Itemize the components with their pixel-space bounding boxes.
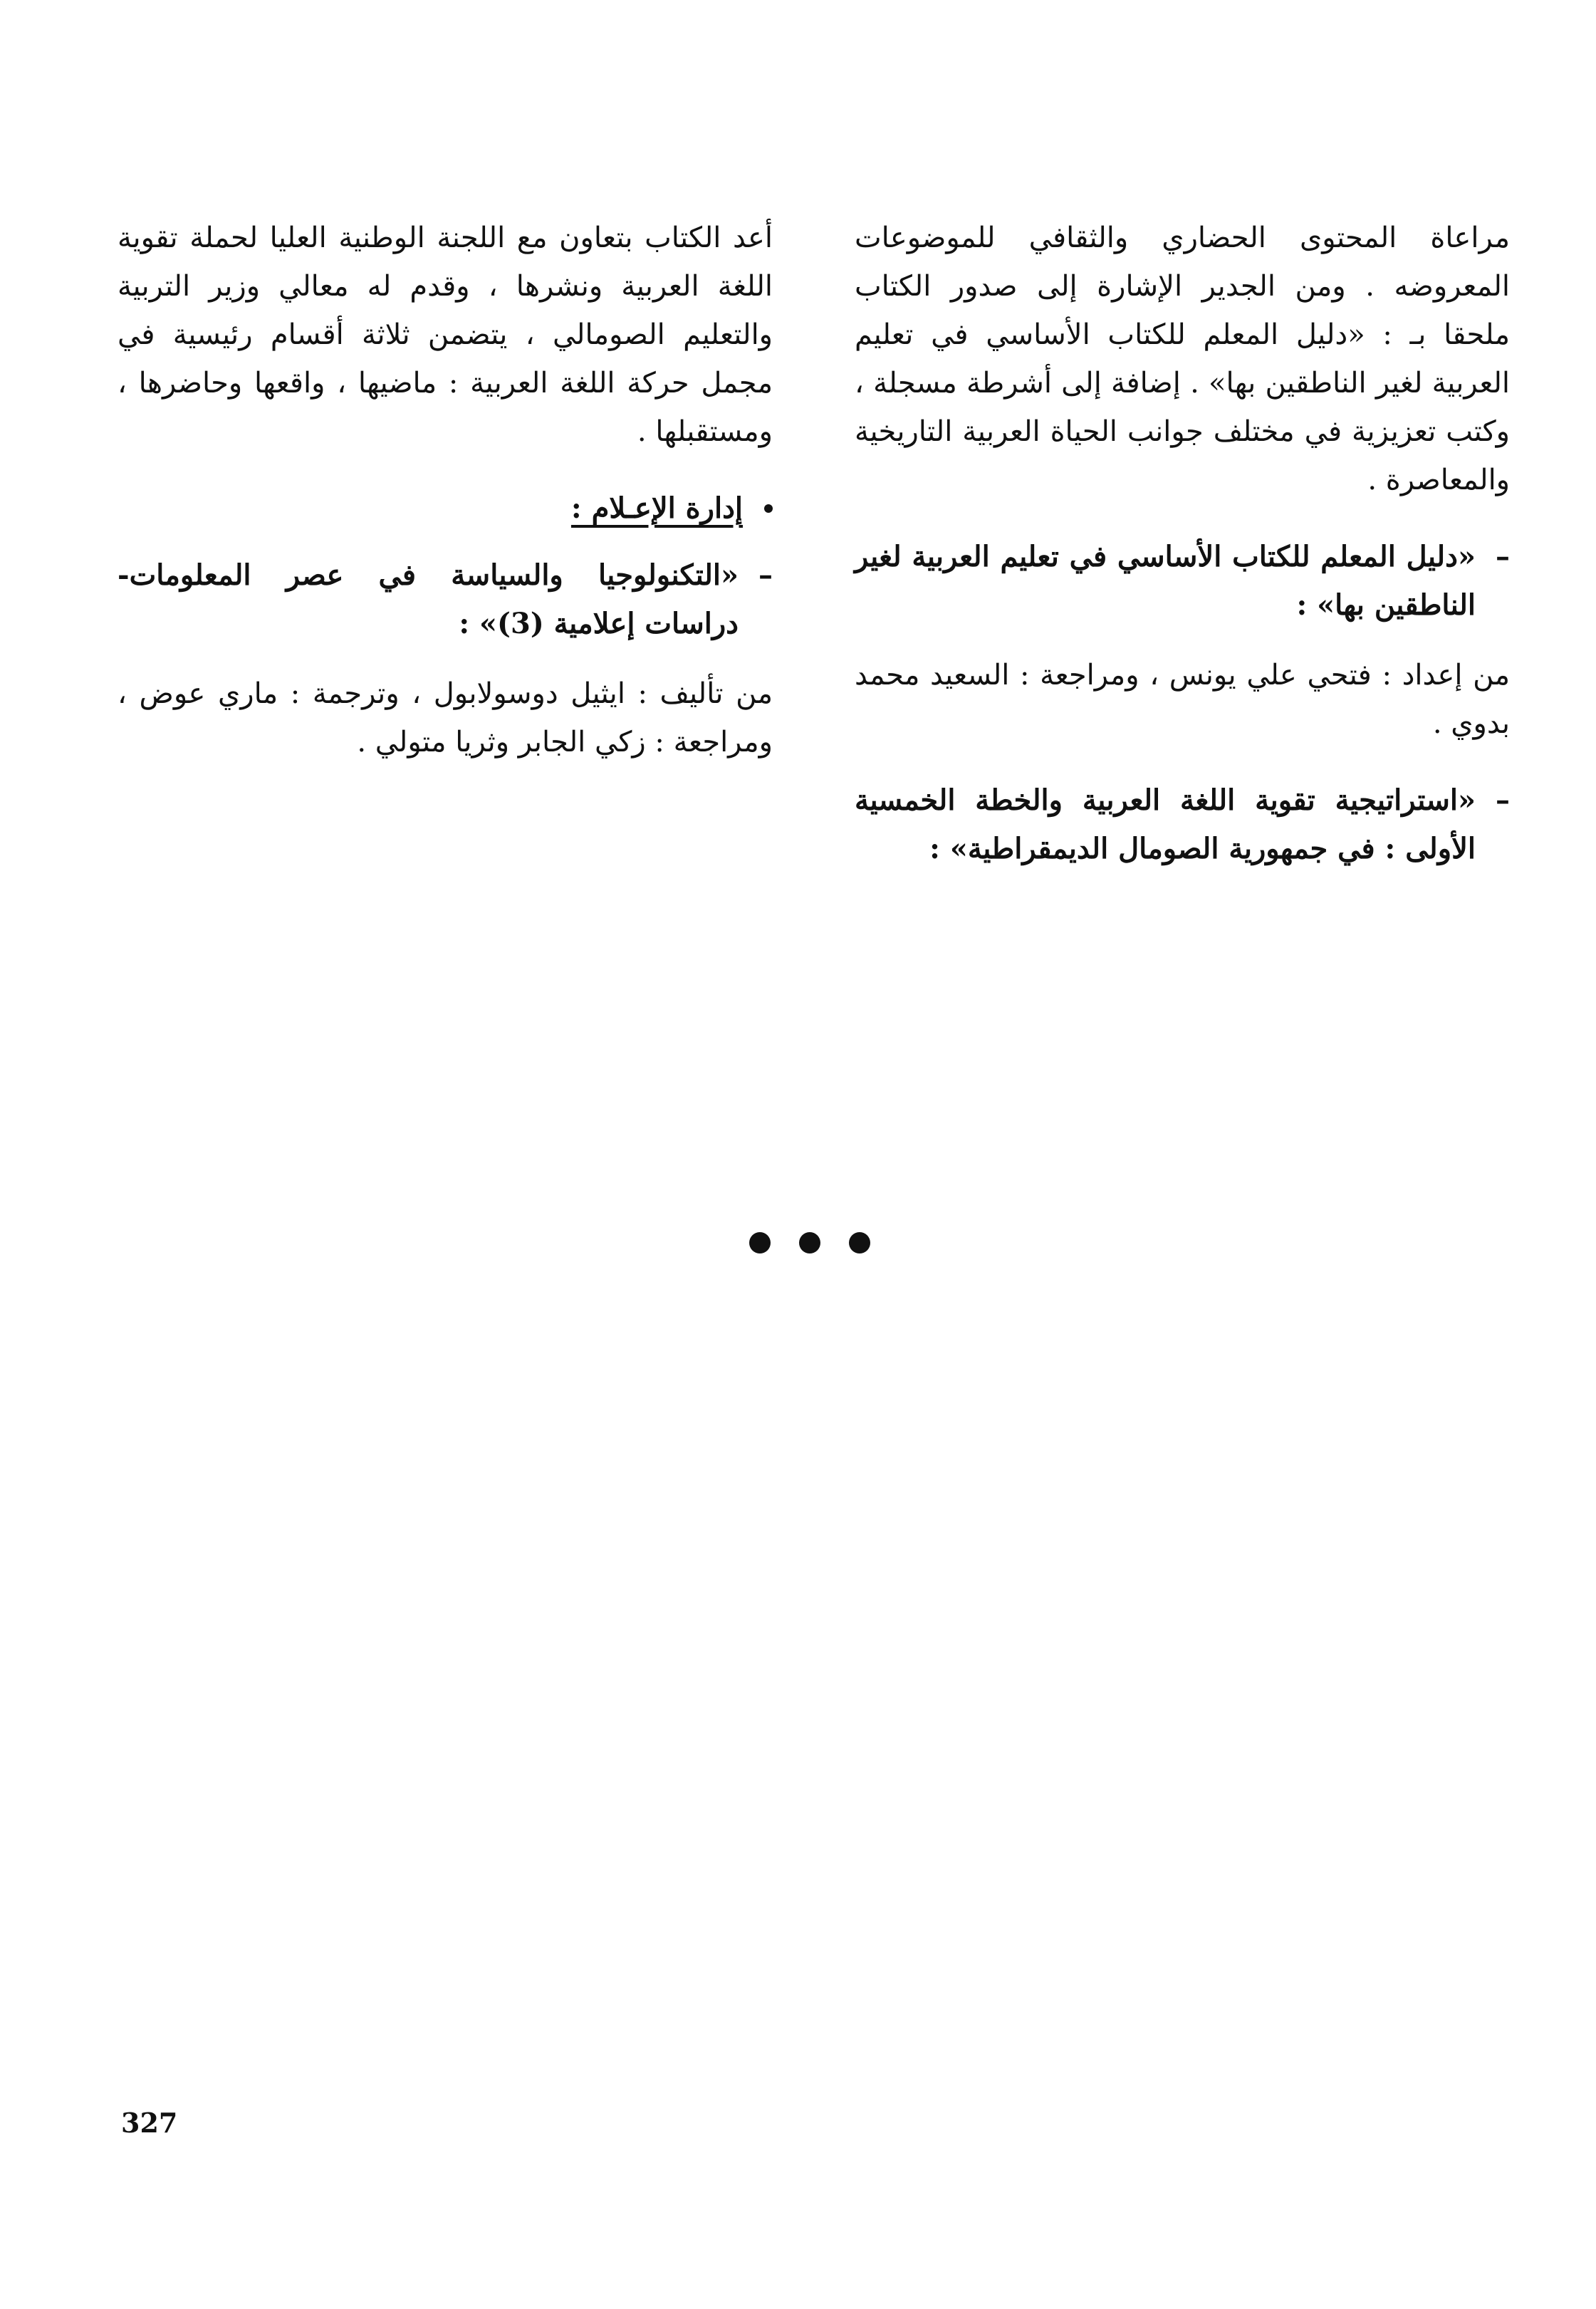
bullet-icon [764,504,773,513]
entry-title-text: «دليل المعلم للكتاب الأساسي في تعليم العربية لغير الناطقين بها» : [855,540,1476,622]
entry-title-text: «التكنولوجيا والسياسة في عصر المعلومات- دراسات إعلامية (3)» : [118,558,739,640]
right-column [855,214,1510,895]
separator-dot-icon [799,1232,820,1253]
entry-body-technology: من تأليف : ايثيل دوسولابول ، وترجمة : ماري عوض ، ومراجعة : زكي الجابر وثريا متولي . [118,677,773,759]
separator-dot-icon [749,1232,771,1253]
left-intro-paragraph: أعد الكتاب بتعاون مع اللجنة الوطنية العليا لحملة تقوية اللغة العربية ونشرها ، وقدم له معالي وزير التربية والتعليم الصومالي ، يتضمن ثلاثة أقسام رئيسية في مجمل حركة اللغة العربية : ماضيها ، واقعها وحاضرها ، ومستقبلها . [118,221,773,448]
section-heading-media [118,484,773,533]
entry-title-text: «استراتيجية تقوية اللغة العربية والخطة الخمسية الأولى : في جمهورية الصومال الديمقراطية» : [855,783,1476,865]
entry-title-technology [118,551,773,648]
entry-title-teacher-guide [855,533,1510,630]
page-number: 327 [121,2107,178,2139]
section-heading-text: إدارة الإعـلام : [570,491,743,525]
entry-dash: – [758,558,773,592]
separator-dot-icon [849,1232,870,1253]
entry-dash: – [1496,783,1510,817]
section-separator [749,1232,870,1253]
right-intro-paragraph: مراعاة المحتوى الحضاري والثقافي للموضوعات المعروضه . ومن الجدير الإشارة إلى صدور الكتاب ملحقا بـ : «دليل المعلم للكتاب الأساسي في تعليم العربية لغير الناطقين بها» . إضافة إلى أشرطة مسجلة ، وكتب تعزيزية في مختلف جوانب الحياة العربية التاريخية والمعاصرة . [855,221,1510,496]
entry-body-teacher-guide: من إعداد : فتحي علي يونس ، ومراجعة : السعيد محمد بدوي . [855,659,1510,740]
entry-title-strategy [855,776,1510,873]
left-column [118,214,773,795]
entry-dash: – [1496,540,1510,573]
